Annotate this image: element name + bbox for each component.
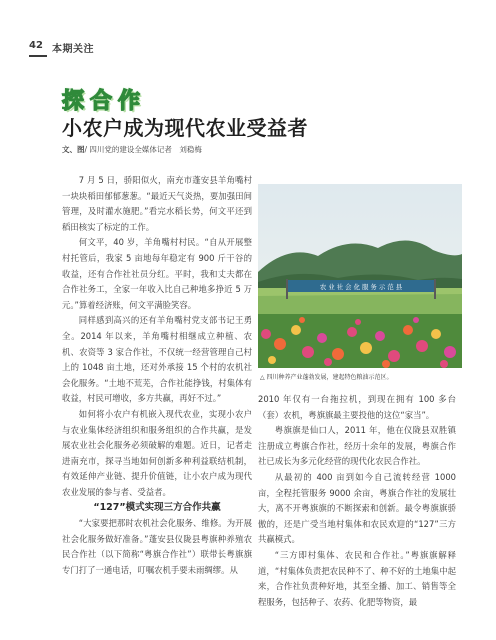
paragraph: “三方即村集体、农民和合作社。”粤旗旗解释道，“村集体负责把农民种不了、种不好的土地集中起来，合作社负责种好地，其至全播、加工、销售等全程服务，包括种子、农药、化肥等物资，最 — [258, 549, 456, 607]
paragraph: 粤旗旗是仙口人，2011 年，他在仪陇县双胜镇注册成立粤旗合作社，经历十余年的发展，粤旗合作社已成长为多元化经营的现代化农民合作社。 — [258, 425, 456, 467]
byline-prefix: 文、图 — [62, 145, 85, 154]
header-rule — [29, 55, 47, 57]
paragraph: 从最初的 400 亩到如今自己流转经营 1000 亩，全程托管服务 9000 余亩，粤旗合作社的发展壮大，离不开粤旗旗的不断探索和创新。最令粤旗旗骄傲的，还是广受当地村集体和农民欢迎的“127”三方共赢模式。 — [258, 471, 456, 545]
paragraph: 如何将小农户有机嵌入现代农业，实现小农户与农业集体经济组织和服务组织的合作共赢，是发展农业社会化服务必须破解的难题。近日，记者走进南充市，探寻当地如何创新多种利益联结机制，有效延伸产业链、提升价值链，让小农户成为现代农业发展的参与者、受益者。 — [62, 408, 252, 497]
paragraph: “大家要把那时农机社会化服务、维修。为开展社会化服务做好准备。”蓬安县仪陇县粤旗种养殖农民合作社（以下简称“粤旗合作社”）联带长粤旗旗专门打了一通电话，叮嘱农机手要未雨绸缪。从 — [62, 518, 252, 575]
article-photo — [258, 184, 462, 368]
page-header — [0, 0, 496, 60]
paragraph: 同样感到高兴的还有羊角嘴村党支部书记王勇全。2014 年以来，羊角嘴村相继成立种植、农机、农资等 3 家合作社，不仅统一经营管理自己村上的 1048 亩土地，还对外承接 15 个村的农机社会化服务。“土地不荒芜，合作社能挣钱，村集体有收益，村民可增收，多方共赢，再好不过。” — [62, 315, 252, 404]
paragraph: 7 月 5 日，骄阳似火，南充市蓬安县羊角嘴村一块块稻田郁郁葱葱。“最近天气炎热，要加强田间管理，及时灌水施肥。”看完水稻长势，何文平还到稻田核实了标定的工作。 — [62, 175, 252, 232]
banner-text: 农 业 社 会 化 服 务 示 范 县 — [319, 283, 403, 291]
body-column-right — [258, 392, 456, 610]
paragraph: 何文平，40 岁，羊角嘴村村民。“自从开展整村托管后，我家 5 亩地每年稳定有 900 斤干谷的收益，还有合作社社员分红。平时，我和丈夫都在合作社务工，全家一年收入比自己种地多挣近 5 万元。”算着经济账，何文平满脸笑容。 — [62, 237, 252, 310]
article-title: 小农户成为现代农业受益者 — [62, 116, 308, 140]
section-label: 本期关注 — [52, 44, 94, 55]
byline-author: / 四川党的建设全媒体记者 刘稳梅 — [84, 145, 202, 154]
page-number: 42 — [29, 40, 43, 51]
photo-caption: △ 四川种养产业蓬勃发展，建起特色粮油示范区。 — [260, 374, 393, 381]
article-byline — [62, 144, 202, 155]
paragraph: 2010 年仅有一台拖拉机，到现在拥有 100 多台（套）农机，粤旗旗最主要投他的这位“家当”。 — [258, 394, 456, 420]
body-column-left — [62, 173, 252, 578]
article-kicker: 探合作 — [62, 89, 147, 114]
section-subhead: “127”模式实现三方合作共赢 — [93, 502, 221, 514]
